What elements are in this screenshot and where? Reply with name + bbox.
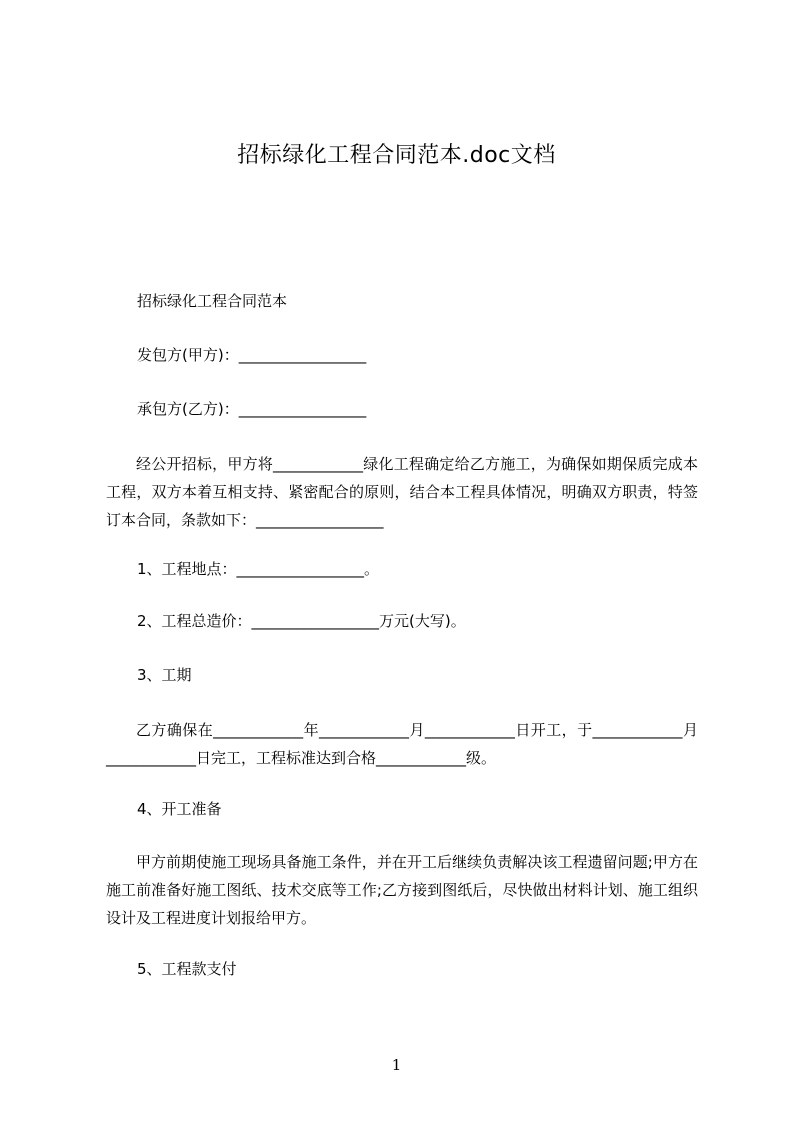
page-number: 1	[391, 1056, 402, 1074]
clause-5-heading: 5、工程款支付	[137, 960, 237, 978]
contract-subtitle: 招标绿化工程合同范本	[137, 292, 288, 310]
clause-3-body: 乙方确保在____________年____________月____________日开工，于____________月____________日完工，工程标准达到合格____________级。	[106, 721, 698, 767]
clause-4-heading: 4、开工准备	[137, 800, 222, 818]
clause-3-heading: 3、工期	[137, 666, 192, 684]
clause-4-body: 甲方前期使施工现场具备施工条件，并在开工后继续负责解决该工程遗留问题;甲方在施工前准备好施工图纸、技术交底等工作;乙方接到图纸后，尽快做出材料计划、施工组织设计及工程进度计划报给甲方。	[106, 853, 698, 927]
clause-2-total-cost: 2、工程总造价：_________________万元(大写)。	[137, 612, 466, 630]
intro-paragraph: 经公开招标，甲方将____________绿化工程确定给乙方施工，为确保如期保质完成本工程，双方本着互相支持、紧密配合的原则，结合本工程具体情况，明确双方职责，特签订本合同，条款如下：_________________	[106, 455, 698, 529]
clause-1-location: 1、工程地点：_________________。	[137, 560, 380, 578]
document-title: 招标绿化工程合同范本.doc文档	[237, 143, 556, 168]
party-b-line: 承包方(乙方)：_________________	[137, 400, 367, 418]
party-a-line: 发包方(甲方)：_________________	[137, 346, 367, 364]
